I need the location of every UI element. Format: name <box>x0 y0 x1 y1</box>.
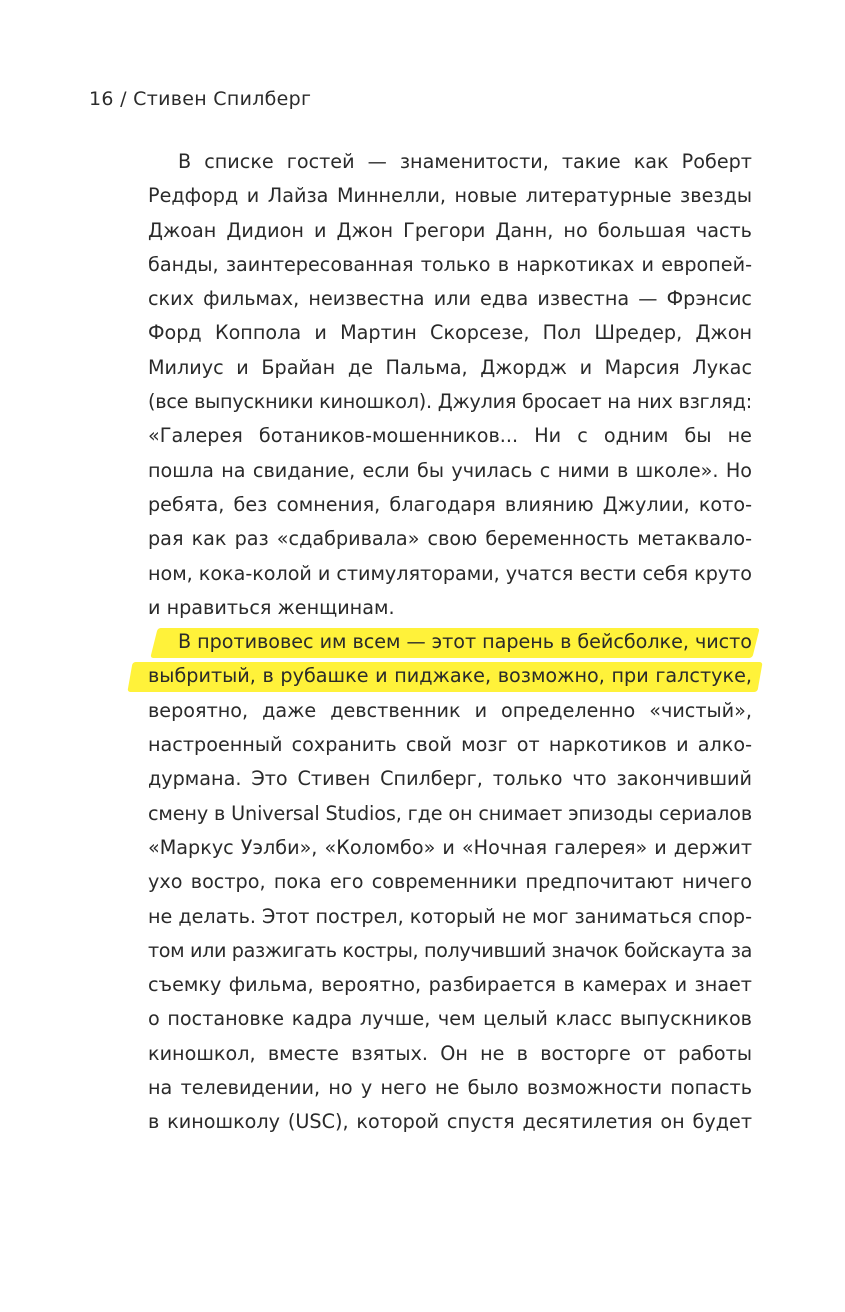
text-line <box>148 316 752 350</box>
line-text: «Галерея ботаников-мошенников... Ни с одним бы не <box>148 424 752 448</box>
text-line <box>148 1002 752 1036</box>
line-text: ских фильмах, неизвестна или едва известна — Фрэнсис <box>148 287 752 311</box>
text-line <box>148 1105 752 1139</box>
running-head: 16 / Стивен Спилберг <box>89 88 312 110</box>
line-text: киношкол, вместе взятых. Он не в восторге от работы <box>148 1041 752 1065</box>
text-line <box>148 351 752 385</box>
line-text: ребята, без сомнения, благодаря влиянию Джулии, кото- <box>148 492 752 516</box>
text-line <box>148 248 752 282</box>
text-line <box>148 762 752 796</box>
line-text: дурмана. Это Стивен Спилберг, только что закончивший <box>148 767 752 791</box>
line-text: Редфорд и Лайза Миннелли, новые литературные звезды <box>148 184 752 208</box>
line-text: вероятно, даже девственник и определенно «чистый», <box>148 698 752 722</box>
text-line <box>148 282 752 316</box>
line-text: банды, заинтересованная только в наркотиках и европей- <box>148 252 752 276</box>
line-text: в киношколу (USC), которой спустя десятилетия он будет <box>148 1110 752 1134</box>
text-line <box>148 454 752 488</box>
text-line <box>148 488 752 522</box>
text-line <box>148 214 752 248</box>
line-text: не делать. Этот пострел, который не мог заниматься спор- <box>148 904 752 928</box>
line-text: на телевидении, но у него не было возможности попасть <box>148 1076 752 1100</box>
text-line <box>148 557 752 591</box>
text-line <box>148 1037 752 1071</box>
text-line <box>148 934 752 968</box>
text-line <box>148 900 752 934</box>
line-text: выбритый, в рубашке и пиджаке, возможно, при галстуке, <box>148 664 752 688</box>
line-text: Милиус и Брайан де Пальма, Джордж и Марсия Лукас <box>148 355 752 379</box>
text-line <box>148 797 752 831</box>
line-text: о постановке кадра лучше, чем целый класс выпускников <box>148 1007 752 1031</box>
text-line <box>148 831 752 865</box>
text-line <box>148 591 752 625</box>
line-text: ухо востро, пока его современники предпочитают ничего <box>148 870 752 894</box>
line-text: съемку фильма, вероятно, разбирается в камерах и знает <box>148 973 752 997</box>
text-line <box>148 728 752 762</box>
line-text: В списке гостей — знаменитости, такие как Роберт <box>178 150 752 173</box>
line-text: ном, кока-колой и стимуляторами, учатся вести себя круто <box>148 561 752 585</box>
text-line <box>148 179 752 213</box>
line-text: и нравиться женщинам. <box>148 595 395 619</box>
text-line <box>148 1071 752 1105</box>
line-text: Форд Коппола и Мартин Скорсезе, Пол Шредер, Джон <box>148 321 752 345</box>
line-text: (все выпускники киношкол). Джулия бросает на них взгляд: <box>148 390 752 414</box>
line-text: Джоан Дидион и Джон Грегори Данн, но большая часть <box>148 218 752 242</box>
text-line <box>148 145 752 179</box>
highlighted-line <box>148 625 752 659</box>
text-line <box>148 385 752 419</box>
line-text: «Маркус Уэлби», «Коломбо» и «Ночная галерея» и держит <box>148 835 752 859</box>
text-line <box>148 865 752 899</box>
text-line <box>148 522 752 556</box>
line-text: смену в Universal Studios, где он снимает эпизоды сериалов <box>148 801 752 825</box>
line-text: В противовес им всем — этот парень в бейсболке, чисто <box>178 630 752 654</box>
line-text: рая как раз «сдабривала» свою беременность метаквало- <box>148 527 752 551</box>
text-line <box>148 419 752 453</box>
line-text: том или разжигать костры, получивший значок бойскаута за <box>148 938 752 962</box>
line-text: настроенный сохранить свой мозг от наркотиков и алко- <box>148 733 752 757</box>
text-line <box>148 694 752 728</box>
body-text <box>148 145 752 1140</box>
highlighted-line <box>148 659 752 693</box>
line-text: пошла на свидание, если бы училась с ними в школе». Но <box>148 458 752 482</box>
text-line <box>148 968 752 1002</box>
